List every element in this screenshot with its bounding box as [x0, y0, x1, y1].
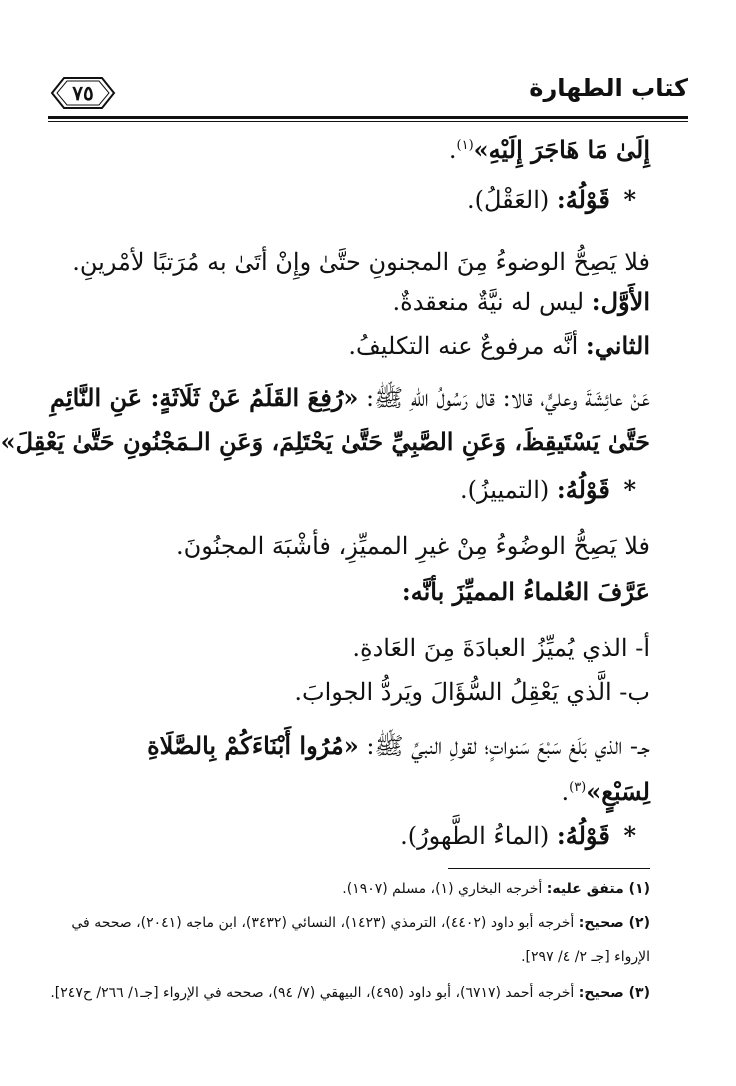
footnote-1: [40, 878, 650, 900]
text-line-1: [60, 130, 650, 170]
text-line-6: [49, 378, 650, 418]
header-rule: [48, 116, 688, 119]
footnote-2: [40, 912, 650, 934]
section-label: قَوْلُهُ:: [556, 475, 610, 504]
punctuation: .: [448, 136, 457, 164]
footnote-label: (٣) صحيح:: [578, 985, 650, 1001]
definition-heading: عَرَّفَ العُلماءُ المميِّزَ بأنَّه:: [401, 577, 650, 606]
page-number: ٧٥: [72, 81, 94, 105]
list-item: ب- الَّذي يَعْقِلُ السُّؤَالَ ويَردُّ الجوابَ.: [294, 678, 650, 706]
footnote-divider: [448, 868, 650, 869]
point-label: الأَوَّل:: [591, 287, 650, 316]
page-header: [48, 72, 688, 122]
list-item: جـ- الذي بَلَغ سَبْعَ سَنواتٍ؛ لقولِ النبيِّ ﷺ:: [366, 732, 650, 760]
text-line-3: [60, 242, 650, 282]
section-term: (العَقْلُ).: [467, 186, 550, 214]
section-label: قَوْلُهُ:: [556, 821, 610, 850]
paragraph-text: فلا يَصِحُّ الوضُوءُ مِنْ غيرِ المميِّزِ، فأشْبَهَ المجنُونَ.: [176, 532, 650, 560]
narration-text: عَنْ عائِشَةَ وعليٍّ، قالا: قال رَسُولُ اللهِ ﷺ:: [366, 384, 650, 412]
hadith-quote: «رُفِعَ القَلَمُ عَنْ ثَلَاثَةٍ: عَنِ النَّائِمِ: [49, 383, 359, 412]
text-line-9: [60, 526, 650, 566]
footnote-2-cont: [40, 946, 650, 968]
text-line-2: [60, 180, 636, 220]
text-line-15: [60, 816, 636, 856]
text-line-4: [60, 282, 650, 322]
header-rule-thin: [48, 121, 688, 122]
footnote-3: [40, 982, 650, 1004]
hadith-quote-cont: حَتَّىٰ يَسْتَيقِظَ، وَعَنِ الصَّبِيِّ حَتَّىٰ يَحْتَلِمَ، وَعَنِ الـمَجْنُونِ حَتَّىٰ يَعْقِلَ»: [0, 427, 650, 456]
text-line-8: [60, 470, 636, 510]
point-text: أنَّه مرفوعٌ عنه التكليفُ.: [348, 332, 579, 360]
hadith-quote: «مُرُوا أَبْنَاءَكُمْ بِالصَّلَاةِ: [147, 731, 359, 760]
point-text: ليس له نيَّةٌ منعقدةٌ.: [392, 288, 585, 316]
hadith-quote-end: إِلَىٰ مَا هَاجَرَ إِلَيْهِ»: [473, 135, 650, 164]
text-line-13: [60, 726, 650, 766]
footnote-text: الإرواء [جـ ٢/ ٤/ ٢٩٧].: [521, 949, 650, 965]
punctuation: .: [561, 778, 570, 806]
footnote-label: (١) متفق عليه:: [546, 881, 650, 897]
section-label: قَوْلُهُ:: [556, 185, 610, 214]
footnote-label: (٢) صحيح:: [578, 915, 650, 931]
star-icon: *: [623, 185, 636, 214]
text-line-5: [60, 326, 650, 366]
text-line-14: [60, 772, 650, 812]
footnote-ref-1: (١): [456, 138, 474, 153]
star-icon: *: [623, 475, 636, 504]
hadith-quote-end: لِسَبْعٍ»: [586, 777, 650, 806]
list-item: أ- الذي يُميِّزُ العبادَةَ مِنَ العَادةِ.: [352, 634, 650, 662]
page-number-badge: [50, 76, 116, 110]
text-line-11: [60, 628, 650, 668]
star-icon: *: [623, 821, 636, 850]
section-term: (الماءُ الطَّهورُ).: [400, 822, 550, 850]
book-title: كتاب الطهارة: [529, 74, 688, 102]
paragraph-text: فلا يَصِحُّ الوضوءُ مِنَ المجنونِ حتَّىٰ وإِنْ أتَىٰ به مُرَتبًا لأمْرينِ.: [72, 248, 650, 276]
text-line-10: [60, 572, 650, 612]
text-line-12: [60, 672, 650, 712]
footnote-text: أخرجه البخاري (١)، مسلم (١٩٠٧).: [342, 881, 543, 897]
point-label: الثاني:: [585, 331, 650, 360]
text-line-7: [0, 422, 650, 462]
footnote-text: أخرجه أحمد (٦٧١٧)، أبو داود (٤٩٥)، البيهقي (٧/ ٩٤)، صححه في الإرواء [جـ١/ ٢٦٦/ ح٢٤٧].: [50, 985, 575, 1001]
footnote-ref-3: (٣): [569, 780, 587, 795]
section-term: (التمييزُ).: [460, 476, 550, 504]
footnote-text: أخرجه أبو داود (٤٤٠٢)، الترمذي (١٤٢٣)، النسائي (٣٤٣٢)، ابن ماجه (٢٠٤١)، صححه في: [71, 915, 575, 931]
